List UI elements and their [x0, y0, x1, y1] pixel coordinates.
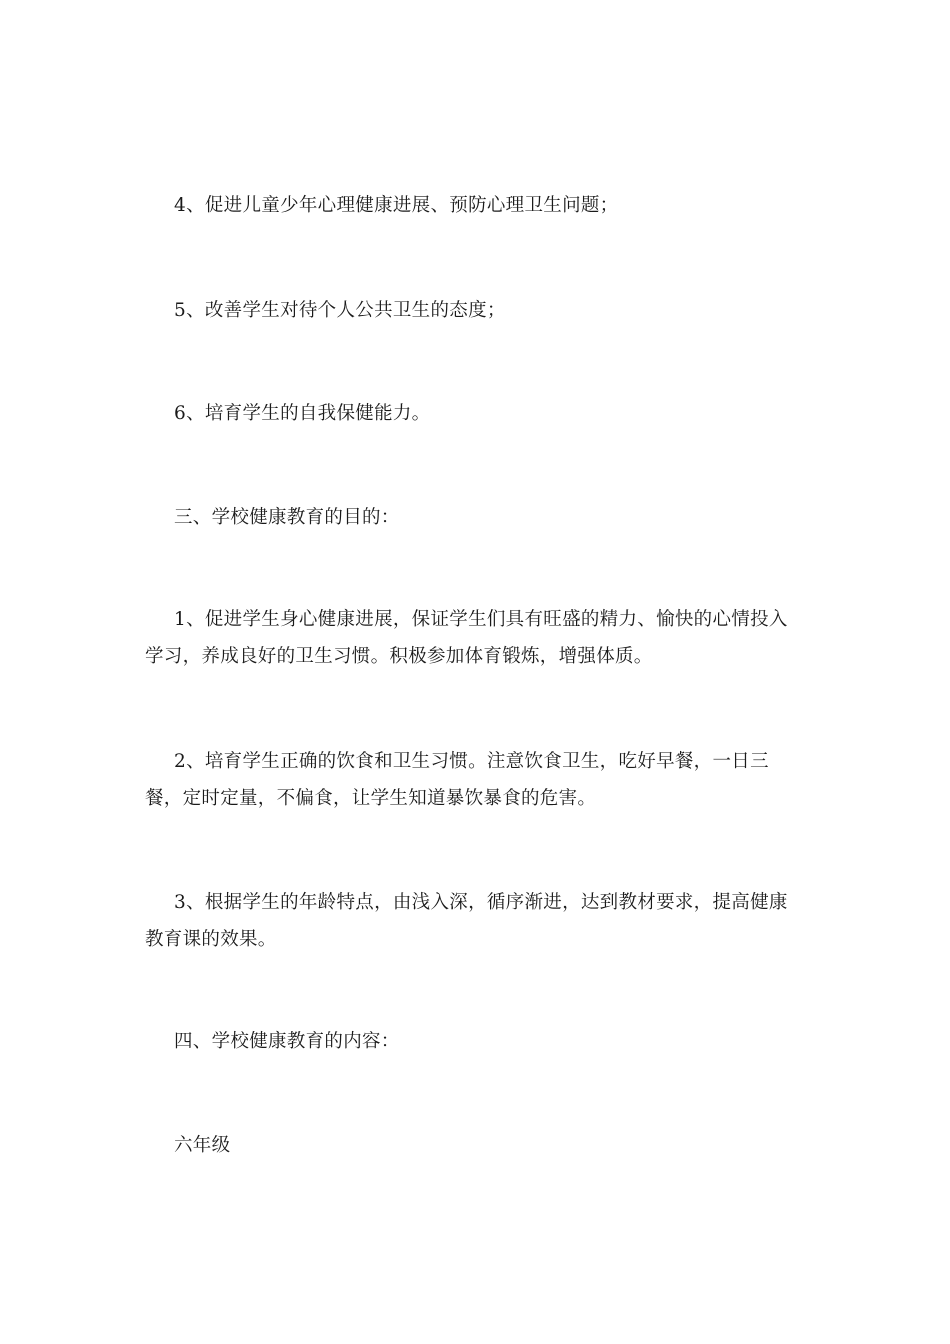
section-heading-3: 三、学校健康教育的目的：: [174, 507, 400, 528]
list-item-5: 5、改善学生对待个人公共卫生的态度；: [174, 300, 506, 321]
list-item-4: 4、促进儿童少年心理健康进展、预防心理卫生问题；: [174, 195, 619, 216]
purpose-item-3: 3、根据学生的年龄特点，由浅入深，循序渐进，达到教材要求，提高健康教育课的效果。: [145, 892, 788, 950]
section-heading-4: 四、学校健康教育的内容：: [174, 1031, 400, 1052]
purpose-item-2: 2、培育学生正确的饮食和卫生习惯。注意饮食卫生，吃好早餐，一日三餐，定时定量，不偏食，让学生知道暴饮暴食的危害。: [145, 751, 769, 809]
list-item-6: 6、培育学生的自我保健能力。: [174, 403, 431, 424]
grade-label: 六年级: [174, 1135, 231, 1156]
purpose-item-1: 1、促进学生身心健康进展，保证学生们具有旺盛的精力、愉快的心情投入学习，养成良好的卫生习惯。积极参加体育锻炼，增强体质。: [145, 609, 788, 667]
